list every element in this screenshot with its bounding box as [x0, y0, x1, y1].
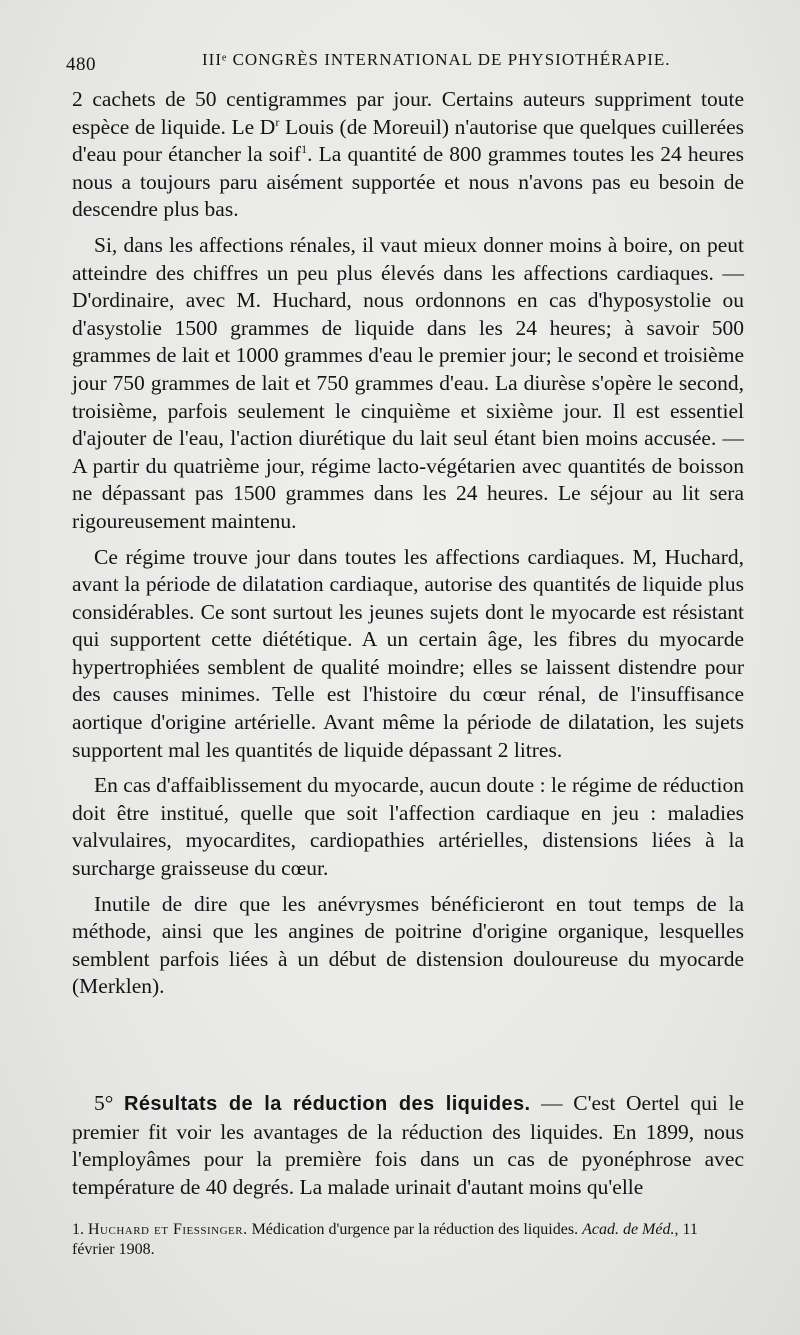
paragraph-1 [72, 86, 744, 224]
paragraph-4: En cas d'affaiblissement du myocarde, aucun doute : le régime de réduction doit être institué, quelle que soit l'affection cardiaque en jeu : maladies valvulaires, myocardites, cardiopathies artérielles, distensions liées à la surcharge graisseuse du cœur. [72, 773, 744, 881]
footnote-journal: Acad. de Méd. [582, 1221, 675, 1238]
paragraph-2: Si, dans les affections rénales, il vaut mieux donner moins à boire, on peut atteindre des chiffres un peu plus élevés dans les affections cardiaques. — D'ordinaire, avec M. Huchard, nous ordonnons en cas d'hyposystolie ou d'asystolie 1500 grammes de liquide dans les 24 heures; à savoir 500 grammes de lait et 1000 grammes d'eau le premier jour; le second et troisième jour 750 grammes de lait et 750 grammes d'eau. La diurèse s'opère le second, troisième, parfois seulement le cinquième et sixième jour. Il est essentiel d'ajouter de l'eau, l'action diurétique du lait seul étant bien moins accusée. — A partir du quatrième jour, régime lacto-végétarien avec quantités de boisson ne dépassant pas 1500 grammes dans les 24 heures. Le séjour au lit sera rigoureusement maintenu. [72, 232, 744, 533]
paragraph-1-part-3: . La quantité de 800 grammes toutes les 24 heures nous a toujours paru aisément supportée et nous n'avons pas eu besoin de descendre plus bas. [72, 142, 744, 222]
page-number: 480 [66, 54, 96, 75]
footnote-marker: 1. [72, 1221, 84, 1238]
paragraph-1-part-1: 2 cachets de 50 centigrammes par jour. Certains auteurs suppriment toute espèce de liquide. Le D [72, 87, 744, 139]
footnote-date: , 11 février 1908. [72, 1221, 698, 1258]
section-5-paragraph [72, 1090, 744, 1201]
paragraph-1-part-2: Louis (de Moreuil) n'autorise que quelques cuillerées d'eau pour étancher la soif [72, 114, 744, 167]
page-header [66, 44, 746, 74]
paragraph-5: Inutile de dire que les anévrysmes bénéficieront en tout temps de la méthode, ainsi que les angines de poitrine d'origine organique, lesquelles semblent parfois liées à un début de distension douloureuse du myocarde (Merklen). [72, 891, 744, 999]
paragraph-3: Ce régime trouve jour dans toutes les affections cardiaques. M, Huchard, avant la période de dilatation cardiaque, autorise des quantités de liquide plus considérables. Ce sont surtout les jeunes sujets dont le myocarde est résistant qui supportent cette diététique. A un certain âge, les fibres du myocarde hypertrophiées semblent de qualité moindre; elles se laissent distendre pour des causes minimes. Telle est l'histoire du cœur rénal, de l'insuffisance aortique d'origine artérielle. Avant même la période de dilatation, les sujets supportent mal les quantités de liquide dépassant 2 litres. [72, 544, 744, 762]
body-text [72, 86, 744, 1009]
footnote [72, 1220, 744, 1260]
section-5 [72, 1090, 744, 1201]
section-number: 5° [94, 1091, 114, 1115]
footnote-title: Médication d'urgence par la réduction des liquides. [247, 1221, 583, 1238]
footnote-authors: Huchard et Fiessinger. [88, 1221, 248, 1238]
section-heading: Résultats de la réduction des liquides. [124, 1093, 531, 1115]
running-title: IIIᵉ CONGRÈS INTERNATIONAL DE PHYSIOTHÉRAPIE. [202, 50, 671, 69]
title-abbrev-sup: r [275, 114, 280, 129]
section-text: — C'est Oertel qui le premier fit voir les avantages de la réduction des liquides. En 1899, nous l'employâmes pour la première fois dans un cas de pyonéphrose avec température de 40 degrés. La malade urinait d'autant moins qu'elle [72, 1091, 744, 1199]
footnote-reference[interactable]: 1 [301, 142, 308, 157]
